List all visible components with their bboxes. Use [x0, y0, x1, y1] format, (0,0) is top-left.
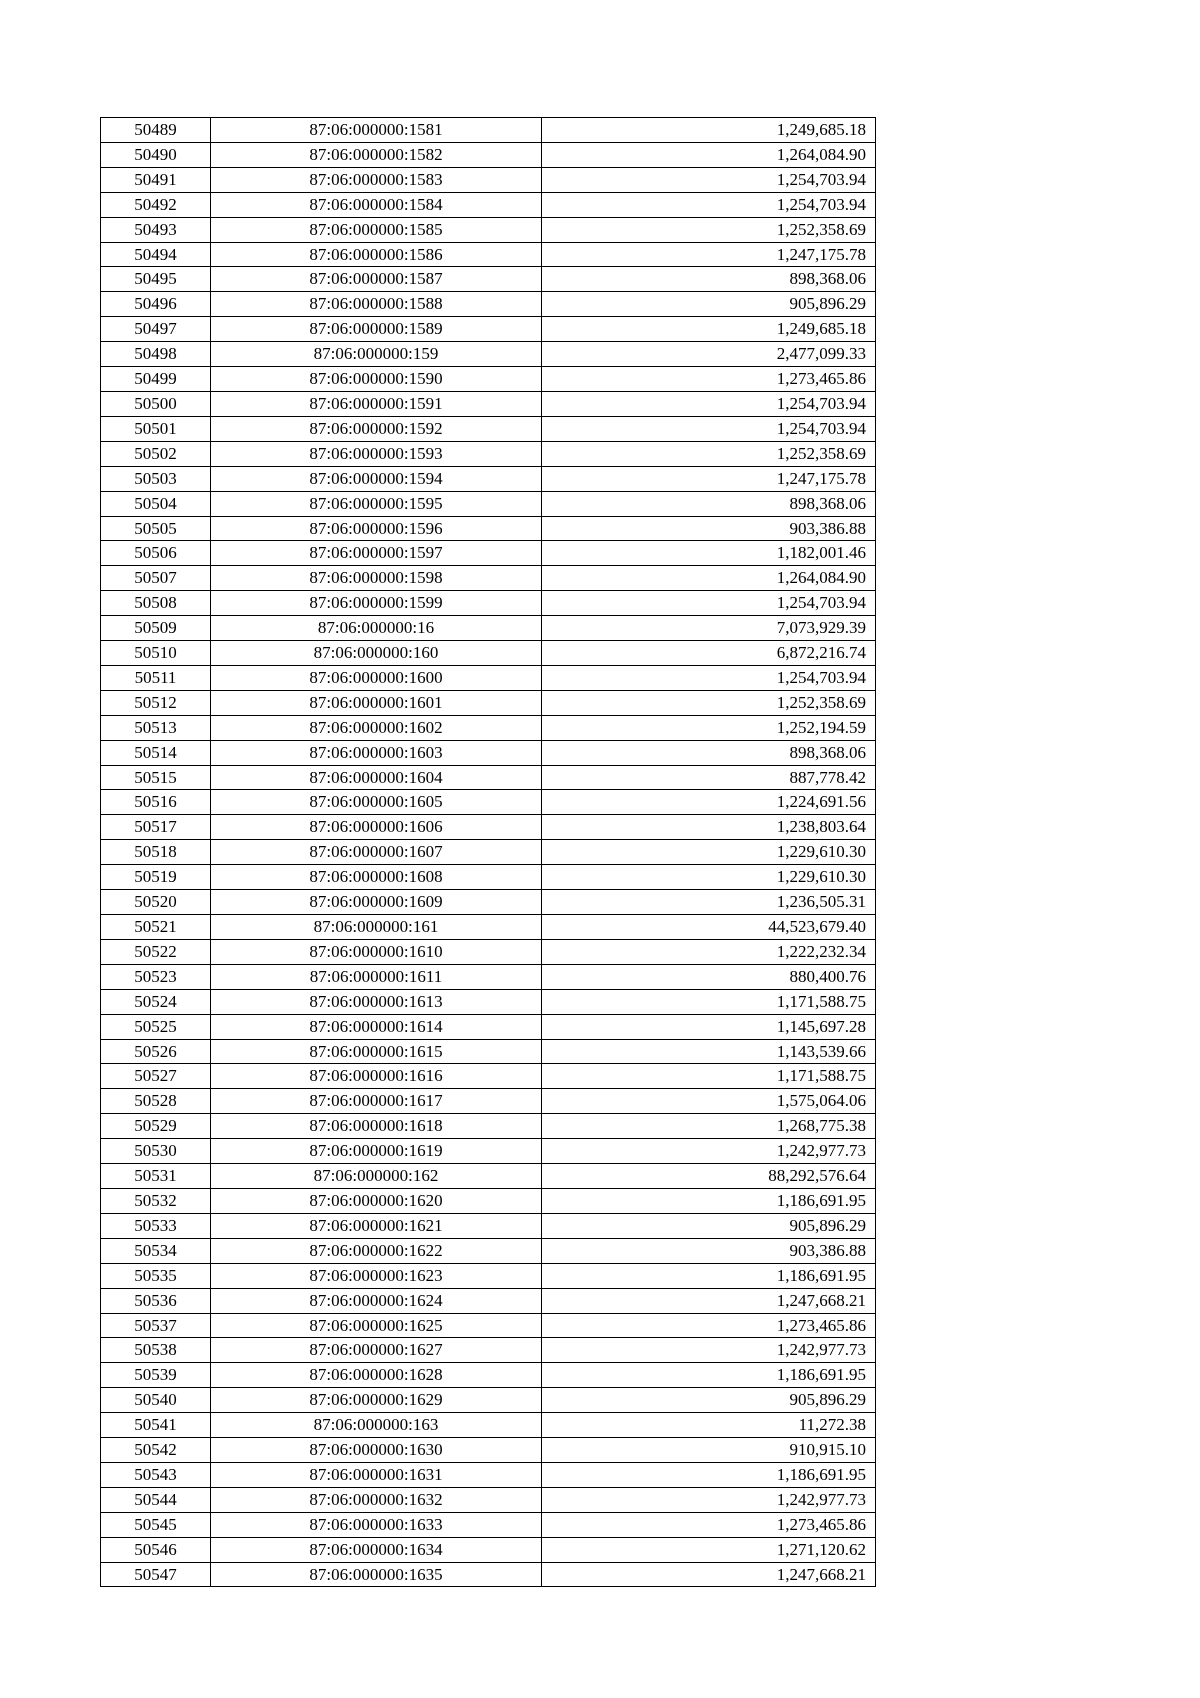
row-number-cell: 50497	[101, 317, 211, 342]
row-number-cell: 50535	[101, 1263, 211, 1288]
table-row	[101, 342, 876, 367]
cadastral-number-cell: 87:06:000000:1632	[211, 1487, 542, 1512]
cadastral-number-cell: 87:06:000000:1610	[211, 939, 542, 964]
row-number-cell: 50513	[101, 715, 211, 740]
amount-cell: 905,896.29	[542, 292, 876, 317]
amount-cell: 887,778.42	[542, 765, 876, 790]
data-table	[100, 117, 876, 1587]
cadastral-number-cell: 87:06:000000:1584	[211, 192, 542, 217]
row-number-cell: 50547	[101, 1562, 211, 1587]
amount-cell: 880,400.76	[542, 964, 876, 989]
cadastral-number-cell: 87:06:000000:1634	[211, 1537, 542, 1562]
amount-cell: 1,247,175.78	[542, 242, 876, 267]
row-number-cell: 50544	[101, 1487, 211, 1512]
row-number-cell: 50528	[101, 1089, 211, 1114]
amount-cell: 7,073,929.39	[542, 616, 876, 641]
amount-cell: 1,249,685.18	[542, 317, 876, 342]
cadastral-number-cell: 87:06:000000:1614	[211, 1014, 542, 1039]
amount-cell: 1,254,703.94	[542, 591, 876, 616]
cadastral-number-cell: 87:06:000000:1586	[211, 242, 542, 267]
row-number-cell: 50533	[101, 1213, 211, 1238]
table-row	[101, 242, 876, 267]
table-row	[101, 1014, 876, 1039]
cadastral-number-cell: 87:06:000000:1606	[211, 815, 542, 840]
row-number-cell: 50529	[101, 1114, 211, 1139]
amount-cell: 1,247,668.21	[542, 1288, 876, 1313]
table-row	[101, 1313, 876, 1338]
cadastral-number-cell: 87:06:000000:1596	[211, 516, 542, 541]
cadastral-number-cell: 87:06:000000:1609	[211, 890, 542, 915]
row-number-cell: 50498	[101, 342, 211, 367]
table-row	[101, 167, 876, 192]
amount-cell: 1,145,697.28	[542, 1014, 876, 1039]
cadastral-number-cell: 87:06:000000:1605	[211, 790, 542, 815]
amount-cell: 898,368.06	[542, 740, 876, 765]
row-number-cell: 50503	[101, 466, 211, 491]
row-number-cell: 50508	[101, 591, 211, 616]
cadastral-number-cell: 87:06:000000:1635	[211, 1562, 542, 1587]
table-row	[101, 1188, 876, 1213]
amount-cell: 88,292,576.64	[542, 1164, 876, 1189]
amount-cell: 1,236,505.31	[542, 890, 876, 915]
row-number-cell: 50494	[101, 242, 211, 267]
table-row	[101, 267, 876, 292]
table-row	[101, 641, 876, 666]
table-row	[101, 292, 876, 317]
table-row	[101, 566, 876, 591]
table-row	[101, 1114, 876, 1139]
cadastral-number-cell: 87:06:000000:162	[211, 1164, 542, 1189]
row-number-cell: 50502	[101, 441, 211, 466]
amount-cell: 1,254,703.94	[542, 167, 876, 192]
cadastral-number-cell: 87:06:000000:1624	[211, 1288, 542, 1313]
table-row	[101, 541, 876, 566]
table-row	[101, 1213, 876, 1238]
cadastral-number-cell: 87:06:000000:161	[211, 915, 542, 940]
row-number-cell: 50525	[101, 1014, 211, 1039]
cadastral-number-cell: 87:06:000000:1615	[211, 1039, 542, 1064]
amount-cell: 1,143,539.66	[542, 1039, 876, 1064]
cadastral-number-cell: 87:06:000000:1625	[211, 1313, 542, 1338]
cadastral-number-cell: 87:06:000000:1583	[211, 167, 542, 192]
table-row	[101, 591, 876, 616]
cadastral-number-cell: 87:06:000000:1590	[211, 367, 542, 392]
row-number-cell: 50522	[101, 939, 211, 964]
table-body	[101, 118, 876, 1587]
table-row	[101, 1388, 876, 1413]
row-number-cell: 50506	[101, 541, 211, 566]
table-row	[101, 1238, 876, 1263]
amount-cell: 1,252,358.69	[542, 690, 876, 715]
table-row	[101, 1263, 876, 1288]
table-row	[101, 391, 876, 416]
table-row	[101, 616, 876, 641]
row-number-cell: 50526	[101, 1039, 211, 1064]
amount-cell: 1,224,691.56	[542, 790, 876, 815]
table-row	[101, 1487, 876, 1512]
amount-cell: 11,272.38	[542, 1413, 876, 1438]
cadastral-number-cell: 87:06:000000:1592	[211, 416, 542, 441]
cadastral-number-cell: 87:06:000000:1604	[211, 765, 542, 790]
amount-cell: 6,872,216.74	[542, 641, 876, 666]
cadastral-number-cell: 87:06:000000:1598	[211, 566, 542, 591]
cadastral-number-cell: 87:06:000000:1619	[211, 1139, 542, 1164]
row-number-cell: 50504	[101, 491, 211, 516]
cadastral-number-cell: 87:06:000000:1628	[211, 1363, 542, 1388]
amount-cell: 1,264,084.90	[542, 142, 876, 167]
table-row	[101, 1413, 876, 1438]
table-row	[101, 1363, 876, 1388]
table-row	[101, 1089, 876, 1114]
row-number-cell: 50546	[101, 1537, 211, 1562]
row-number-cell: 50489	[101, 118, 211, 143]
row-number-cell: 50505	[101, 516, 211, 541]
row-number-cell: 50491	[101, 167, 211, 192]
table-row	[101, 192, 876, 217]
row-number-cell: 50542	[101, 1438, 211, 1463]
table-row	[101, 939, 876, 964]
cadastral-number-cell: 87:06:000000:1581	[211, 118, 542, 143]
cadastral-number-cell: 87:06:000000:1620	[211, 1188, 542, 1213]
cadastral-number-cell: 87:06:000000:1599	[211, 591, 542, 616]
row-number-cell: 50521	[101, 915, 211, 940]
cadastral-number-cell: 87:06:000000:16	[211, 616, 542, 641]
table-row	[101, 1139, 876, 1164]
amount-cell: 1,186,691.95	[542, 1263, 876, 1288]
amount-cell: 1,254,703.94	[542, 192, 876, 217]
row-number-cell: 50515	[101, 765, 211, 790]
table-row	[101, 1064, 876, 1089]
table-row	[101, 466, 876, 491]
cadastral-number-cell: 87:06:000000:1616	[211, 1064, 542, 1089]
row-number-cell: 50531	[101, 1164, 211, 1189]
cadastral-number-cell: 87:06:000000:160	[211, 641, 542, 666]
cadastral-number-cell: 87:06:000000:1629	[211, 1388, 542, 1413]
cadastral-number-cell: 87:06:000000:1597	[211, 541, 542, 566]
cadastral-number-cell: 87:06:000000:1601	[211, 690, 542, 715]
amount-cell: 1,222,232.34	[542, 939, 876, 964]
row-number-cell: 50495	[101, 267, 211, 292]
cadastral-number-cell: 87:06:000000:1593	[211, 441, 542, 466]
amount-cell: 1,247,668.21	[542, 1562, 876, 1587]
amount-cell: 1,182,001.46	[542, 541, 876, 566]
cadastral-number-cell: 87:06:000000:1594	[211, 466, 542, 491]
amount-cell: 1,254,703.94	[542, 391, 876, 416]
amount-cell: 1,186,691.95	[542, 1188, 876, 1213]
amount-cell: 1,252,358.69	[542, 441, 876, 466]
cadastral-number-cell: 87:06:000000:163	[211, 1413, 542, 1438]
cadastral-number-cell: 87:06:000000:1621	[211, 1213, 542, 1238]
amount-cell: 1,268,775.38	[542, 1114, 876, 1139]
amount-cell: 44,523,679.40	[542, 915, 876, 940]
row-number-cell: 50500	[101, 391, 211, 416]
row-number-cell: 50523	[101, 964, 211, 989]
cadastral-number-cell: 87:06:000000:1622	[211, 1238, 542, 1263]
amount-cell: 905,896.29	[542, 1213, 876, 1238]
table-row	[101, 915, 876, 940]
cadastral-number-cell: 87:06:000000:1617	[211, 1089, 542, 1114]
cadastral-number-cell: 87:06:000000:1623	[211, 1263, 542, 1288]
row-number-cell: 50530	[101, 1139, 211, 1164]
table-row	[101, 1562, 876, 1587]
amount-cell: 1,171,588.75	[542, 989, 876, 1014]
row-number-cell: 50541	[101, 1413, 211, 1438]
cadastral-number-cell: 87:06:000000:1589	[211, 317, 542, 342]
row-number-cell: 50545	[101, 1512, 211, 1537]
row-number-cell: 50512	[101, 690, 211, 715]
row-number-cell: 50492	[101, 192, 211, 217]
table-row	[101, 217, 876, 242]
row-number-cell: 50511	[101, 665, 211, 690]
row-number-cell: 50507	[101, 566, 211, 591]
row-number-cell: 50516	[101, 790, 211, 815]
amount-cell: 1,186,691.95	[542, 1363, 876, 1388]
cadastral-number-cell: 87:06:000000:1600	[211, 665, 542, 690]
amount-cell: 903,386.88	[542, 1238, 876, 1263]
row-number-cell: 50520	[101, 890, 211, 915]
cadastral-number-cell: 87:06:000000:1627	[211, 1338, 542, 1363]
cadastral-number-cell: 87:06:000000:1595	[211, 491, 542, 516]
table-row	[101, 1462, 876, 1487]
row-number-cell: 50509	[101, 616, 211, 641]
table-row	[101, 142, 876, 167]
table-row	[101, 441, 876, 466]
cadastral-number-cell: 87:06:000000:1587	[211, 267, 542, 292]
row-number-cell: 50510	[101, 641, 211, 666]
amount-cell: 1,273,465.86	[542, 367, 876, 392]
cadastral-number-cell: 87:06:000000:1607	[211, 840, 542, 865]
amount-cell: 905,896.29	[542, 1388, 876, 1413]
table-row	[101, 118, 876, 143]
table-row	[101, 865, 876, 890]
cadastral-number-cell: 87:06:000000:1602	[211, 715, 542, 740]
amount-cell: 910,915.10	[542, 1438, 876, 1463]
amount-cell: 1,249,685.18	[542, 118, 876, 143]
table-row	[101, 317, 876, 342]
amount-cell: 1,171,588.75	[542, 1064, 876, 1089]
table-row	[101, 491, 876, 516]
amount-cell: 1,254,703.94	[542, 416, 876, 441]
table-row	[101, 367, 876, 392]
table-row	[101, 964, 876, 989]
cadastral-number-cell: 87:06:000000:1611	[211, 964, 542, 989]
amount-cell: 1,273,465.86	[542, 1512, 876, 1537]
cadastral-number-cell: 87:06:000000:1613	[211, 989, 542, 1014]
amount-cell: 1,271,120.62	[542, 1537, 876, 1562]
cadastral-number-cell: 87:06:000000:1630	[211, 1438, 542, 1463]
cadastral-number-cell: 87:06:000000:1591	[211, 391, 542, 416]
amount-cell: 1,264,084.90	[542, 566, 876, 591]
amount-cell: 898,368.06	[542, 267, 876, 292]
row-number-cell: 50499	[101, 367, 211, 392]
row-number-cell: 50490	[101, 142, 211, 167]
row-number-cell: 50543	[101, 1462, 211, 1487]
cadastral-number-cell: 87:06:000000:1585	[211, 217, 542, 242]
amount-cell: 1,254,703.94	[542, 665, 876, 690]
table-row	[101, 765, 876, 790]
row-number-cell: 50537	[101, 1313, 211, 1338]
table-row	[101, 840, 876, 865]
cadastral-number-cell: 87:06:000000:1603	[211, 740, 542, 765]
row-number-cell: 50496	[101, 292, 211, 317]
table-row	[101, 1512, 876, 1537]
amount-cell: 1,252,194.59	[542, 715, 876, 740]
table-row	[101, 890, 876, 915]
table-row	[101, 1338, 876, 1363]
table-row	[101, 740, 876, 765]
amount-cell: 1,242,977.73	[542, 1338, 876, 1363]
table-row	[101, 1288, 876, 1313]
cadastral-number-cell: 87:06:000000:1608	[211, 865, 542, 890]
table-row	[101, 1164, 876, 1189]
amount-cell: 1,242,977.73	[542, 1139, 876, 1164]
cadastral-number-cell: 87:06:000000:159	[211, 342, 542, 367]
amount-cell: 1,247,175.78	[542, 466, 876, 491]
table-row	[101, 416, 876, 441]
row-number-cell: 50517	[101, 815, 211, 840]
amount-cell: 1,273,465.86	[542, 1313, 876, 1338]
amount-cell: 1,229,610.30	[542, 865, 876, 890]
cadastral-number-cell: 87:06:000000:1582	[211, 142, 542, 167]
table-row	[101, 665, 876, 690]
table-row	[101, 516, 876, 541]
row-number-cell: 50501	[101, 416, 211, 441]
cadastral-number-cell: 87:06:000000:1633	[211, 1512, 542, 1537]
table-row	[101, 815, 876, 840]
table-row	[101, 715, 876, 740]
row-number-cell: 50524	[101, 989, 211, 1014]
amount-cell: 898,368.06	[542, 491, 876, 516]
amount-cell: 1,186,691.95	[542, 1462, 876, 1487]
row-number-cell: 50518	[101, 840, 211, 865]
row-number-cell: 50540	[101, 1388, 211, 1413]
table-row	[101, 1537, 876, 1562]
amount-cell: 1,238,803.64	[542, 815, 876, 840]
row-number-cell: 50536	[101, 1288, 211, 1313]
cadastral-number-cell: 87:06:000000:1618	[211, 1114, 542, 1139]
amount-cell: 1,242,977.73	[542, 1487, 876, 1512]
amount-cell: 1,229,610.30	[542, 840, 876, 865]
table-row	[101, 1438, 876, 1463]
table-row	[101, 790, 876, 815]
row-number-cell: 50532	[101, 1188, 211, 1213]
table-row	[101, 1039, 876, 1064]
amount-cell: 2,477,099.33	[542, 342, 876, 367]
row-number-cell: 50493	[101, 217, 211, 242]
cadastral-number-cell: 87:06:000000:1631	[211, 1462, 542, 1487]
amount-cell: 1,252,358.69	[542, 217, 876, 242]
row-number-cell: 50514	[101, 740, 211, 765]
row-number-cell: 50539	[101, 1363, 211, 1388]
amount-cell: 1,575,064.06	[542, 1089, 876, 1114]
row-number-cell: 50519	[101, 865, 211, 890]
row-number-cell: 50527	[101, 1064, 211, 1089]
table-row	[101, 989, 876, 1014]
table-row	[101, 690, 876, 715]
cadastral-number-cell: 87:06:000000:1588	[211, 292, 542, 317]
row-number-cell: 50534	[101, 1238, 211, 1263]
amount-cell: 903,386.88	[542, 516, 876, 541]
row-number-cell: 50538	[101, 1338, 211, 1363]
